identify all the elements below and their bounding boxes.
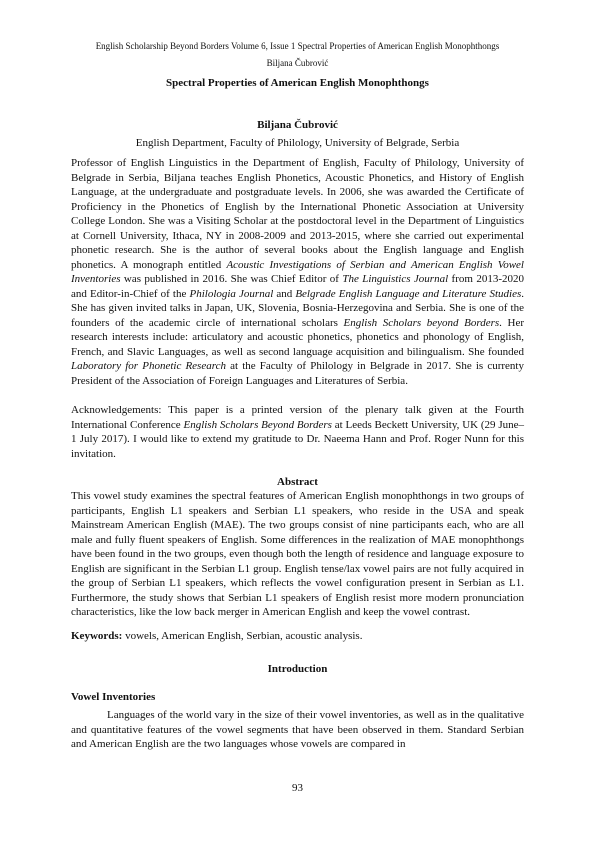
circle-name: English Scholars beyond Borders xyxy=(343,316,500,329)
journal-name: The Linguistics Journal xyxy=(342,273,449,285)
vowel-inventories-heading: Vowel Inventories xyxy=(71,691,156,703)
introduction-heading: Introduction xyxy=(267,663,328,675)
paper-title: Spectral Properties of American English Monophthongs xyxy=(166,77,429,89)
journal-name: Belgrade English Language and Literature Studies xyxy=(295,287,522,300)
conference-name: English Scholars Beyond Borders xyxy=(183,418,332,431)
keywords-label: Keywords: xyxy=(71,629,123,642)
keywords xyxy=(71,629,524,644)
monograph-title: Acoustic Investigations of Serbian and American English Vowel Inventories xyxy=(71,258,524,285)
abstract-heading: Abstract xyxy=(277,476,318,488)
abstract-text: This vowel study examines the spectral features of American English monophthongs in two groups of participants, English L1 speakers and Serbian L1 speakers, who reside in the USA and speak Mainstream American English (MAE). The two groups consist of nine participants each, who are all male and fully fluent speakers of English. Some differences in the realization of MAE monophthongs have been found in the two groups, even though both the length of residence and language exposure to English are significant in the Serbian L1 group. English tense/lax vowel pairs are not fully acquired in the group of Serbian L1 speakers, which reflects the vowel configuration present in Serbian as L1. Furthermore, the study shows that Serbian L1 speakers of English resist more modern pronunciation characteristics, like the low back merger in American English and keep the vowel contrast. xyxy=(71,490,524,618)
journal-name: Philologia Journal xyxy=(189,287,274,300)
acknowledgements: Acknowledgements: This paper is a printed version of the plenary talk given at the Fourth International Conference English Scholars Beyond Borders at Leeds Beckett University, UK (29 June–1 July 2017). I would like to extend my gratitude to Dr. Naeema Hann and Prof. Roger Nunn for this invitation. xyxy=(71,404,524,460)
keywords-text: vowels, American English, Serbian, acoustic analysis. xyxy=(122,629,363,642)
author-bio: Professor of English Linguistics in the Department of English, Faculty of Philology, University of Belgrade in Serbia, Biljana teaches English Phonetics, Acoustic Phonetics, and History of English Language, at the undergraduate and postgraduate levels. In 2006, she was awarded the Certificate of Proficiency in the Phonetics of English by the International Phonetic Association at University College London. She was a Visiting Scholar at the postdoctoral level in the Department of Linguistics at Cornell University, Ithaca, NY in 2008-2009 and 2013-2015, where she carried out experimental phonetic research. She is the author of several books about the English language and English phonetics. A monograph entitled Acoustic Investigations of Serbian and American English Vowel Inventories was published in 2016. She was Chief Editor of The Linguistics Journal from 2013-2020 and Editor-in-Chief of the Philologia Journal and Belgrade English Language and Literature Studies. She has given invited talks in Japan, UK, Slovenia, Bosnia-Herzegovina and Serbia. She is one of the founders of the academic circle of international scholars English Scholars beyond Borders. Her research interests include: articulatory and acoustic phonetics, phonetics and phonology of English, French, and Slavic Languages, as well as second language acquisition and bilingualism. She founded Laboratory for Phonetic Research at the Faculty of Philology in Belgrade in 2017. She is currenty President of the Association of Foreign Languages and Literatures of Serbia. xyxy=(71,157,524,387)
running-header xyxy=(65,0,530,72)
header-author-line: Biljana Čubrović xyxy=(266,58,329,68)
author-name: Biljana Čubrović xyxy=(257,119,338,131)
page-number: 93 xyxy=(292,782,303,794)
journal-line: English Scholarship Beyond Borders Volume 6, Issue 1 Spectral Properties of American English Monophthongs xyxy=(95,41,500,51)
laboratory-name: Laboratory for Phonetic Research xyxy=(71,360,226,372)
author-affiliation: English Department, Faculty of Philology, University of Belgrade, Serbia xyxy=(135,137,460,149)
introduction-text: Languages of the world vary in the size of their vowel inventories, as well as in the qualitative and quantitative features of the vowel segments that have been observed in them. Standard Serbian and American English are the two languages whose vowels are compared in xyxy=(71,709,524,750)
